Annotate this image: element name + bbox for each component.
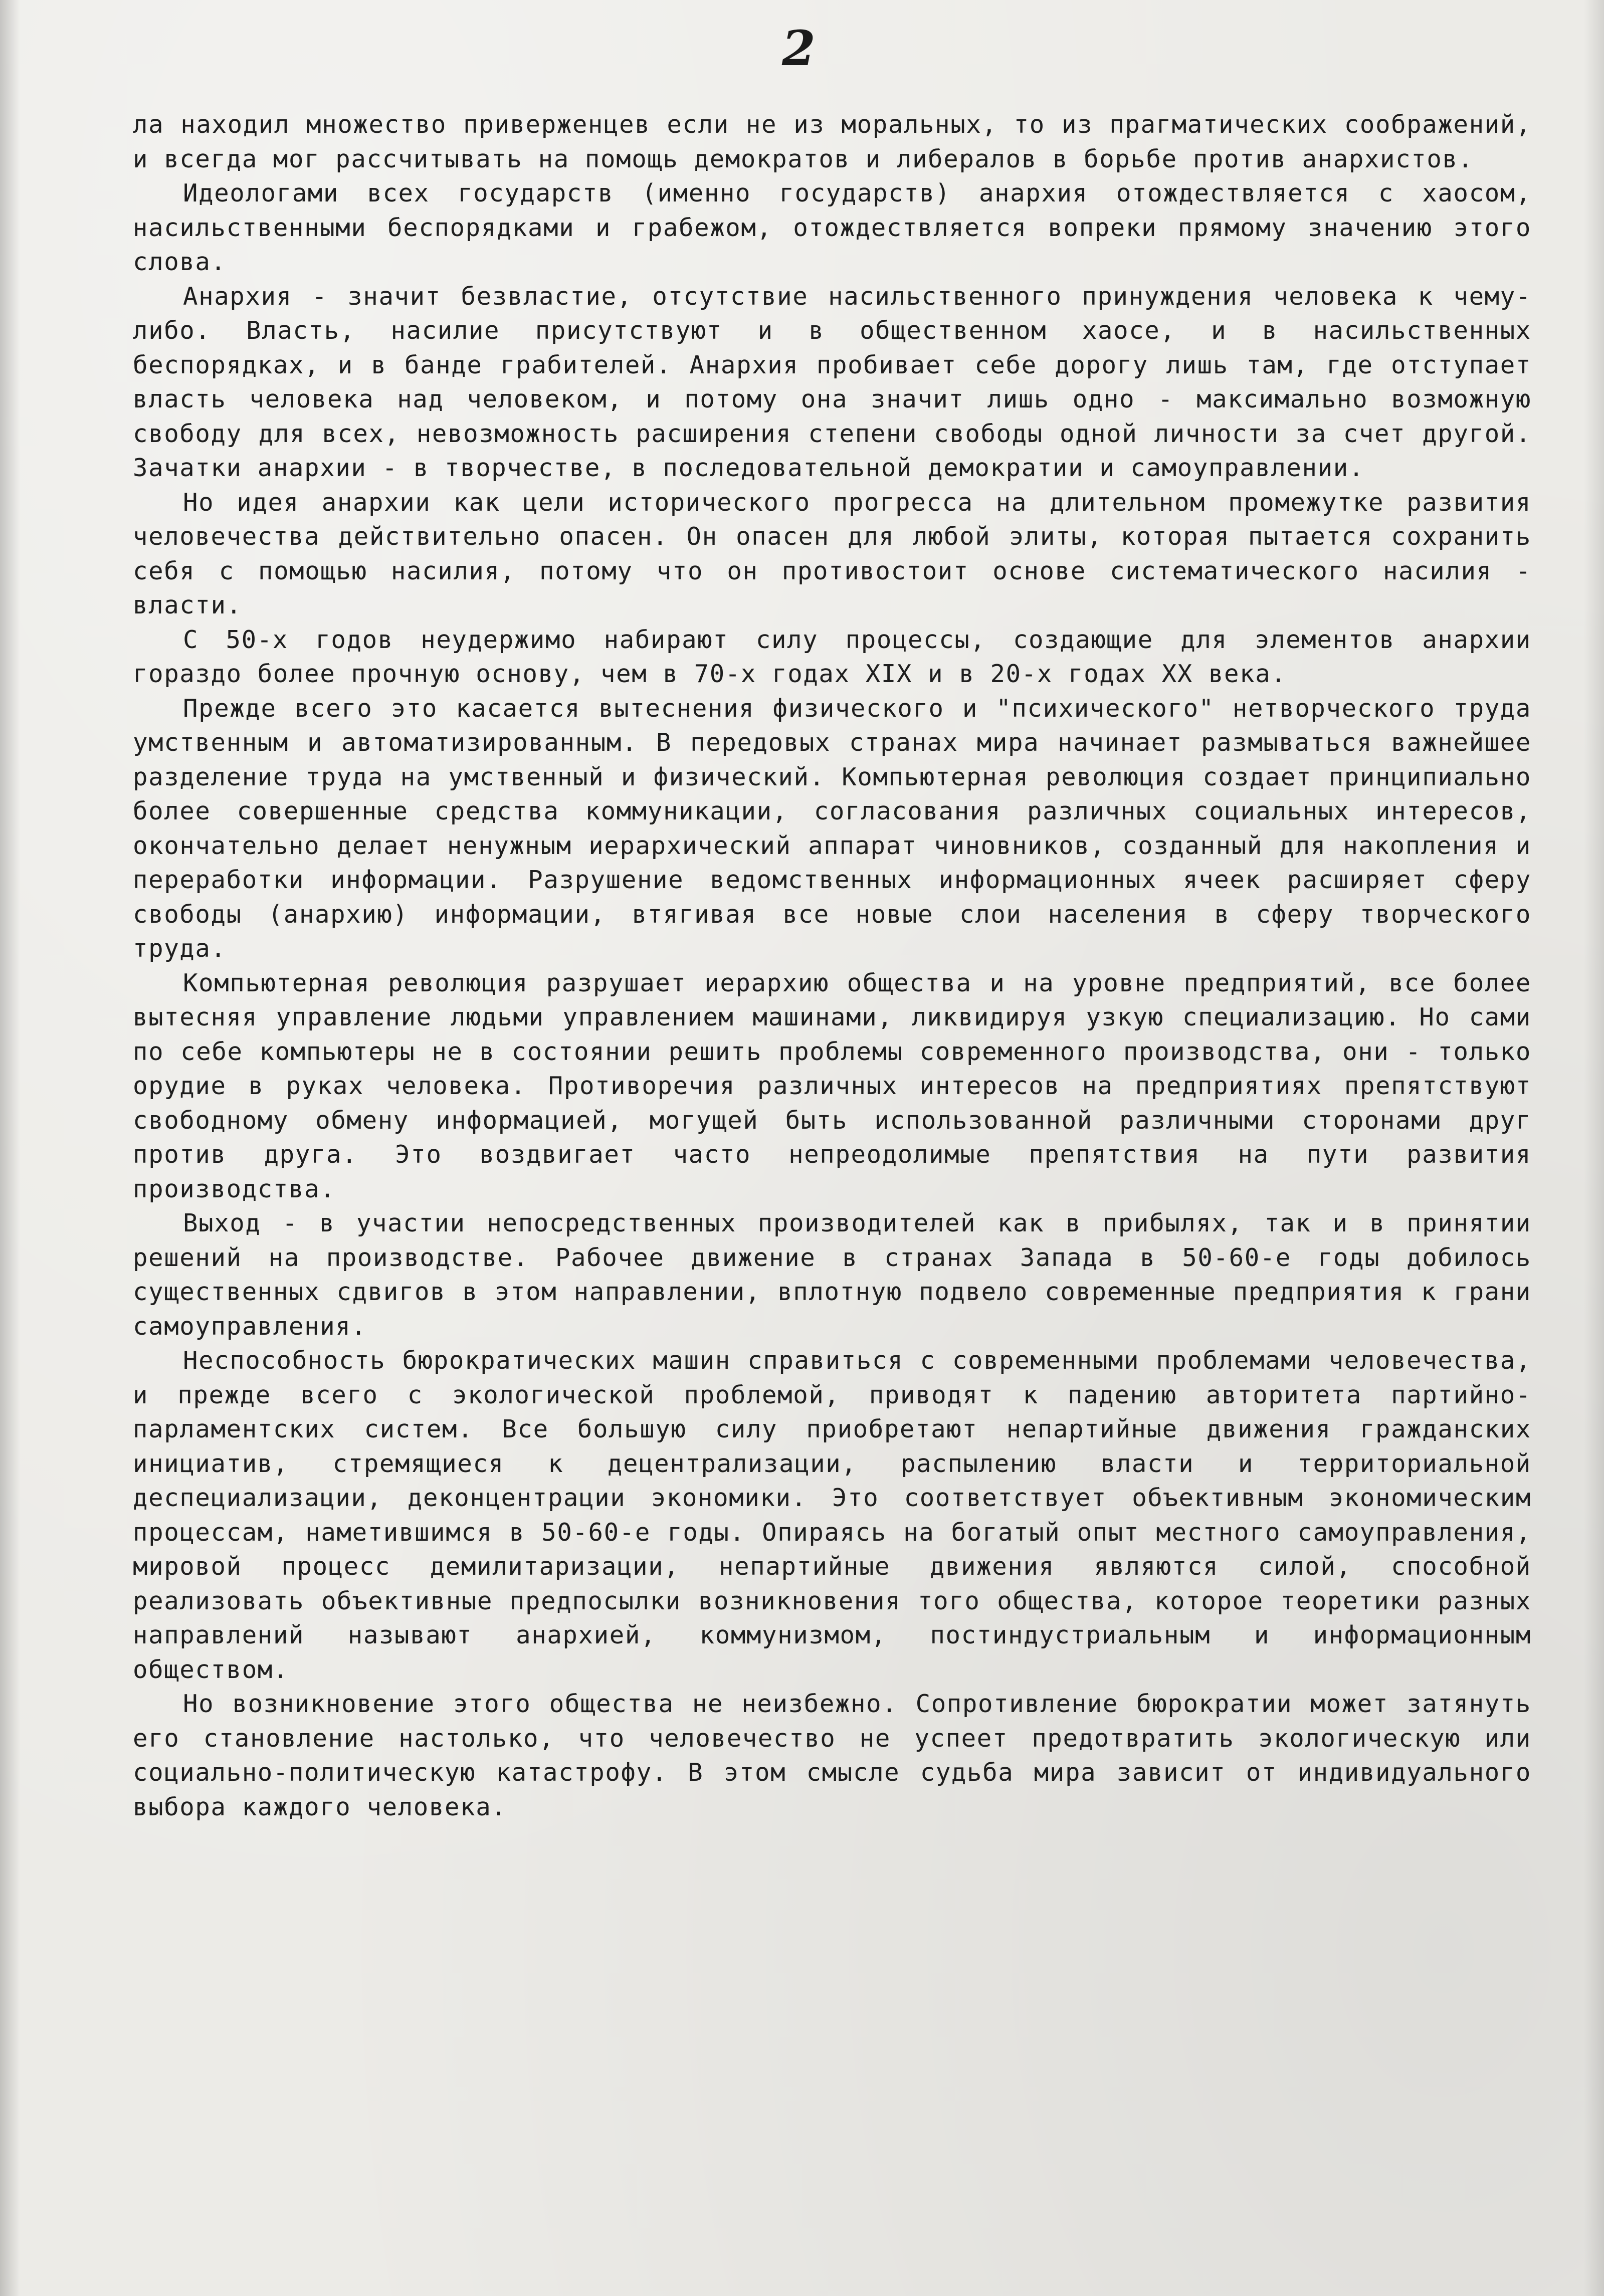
paragraph-8: Выход - в участии непосредственных производителей как в прибылях, так и в принятии решений на производстве. Рабочее движение в странах Запада в 50-60-е годы добилось существенных сдвигов в этом направлении, вплотную подвело современные предприятия к грани самоуправления. bbox=[133, 1209, 1531, 1341]
paragraph-6: Прежде всего это касается вытеснения физического и "психического" нетворческого труда умственным и автоматизированным. В передовых странах мира начинает размываться важнейшее разделение труда на умственный и физический. Компьютерная революция создает принципиально более совершенные средства коммуникации, согласования различных социальных интересов, окончательно делает ненужным иерархический аппарат чиновников, созданный для накопления и переработки информации. Разрушение ведомственных информационных ячеек расширяет сферу свободы (анархию) информации, втягивая все новые слои населения в сферу творческого труда. bbox=[133, 694, 1531, 963]
paragraph-9: Неспособность бюрократических машин справиться с современными проблемами человечества, и прежде всего с экологической проблемой, приводят к падению авторитета партийно-парламентских систем. Все большую силу приобретают непартийные движения гражданских инициатив, стремящиеся к децентрализации, распылению власти и территориальной деспециализации, деконцентрации экономики. Это соответствует объективным экономическим процессам, наметившимся в 50-60-е годы. Опираясь на богатый опыт местного самоуправления, мировой процесс демилитаризации, непартийные движения являются силой, способной реализовать объективные предпосылки возникновения того общества, которое теоретики разных направлений называют анархией, коммунизмом, постиндустриальным и информационным обществом. bbox=[133, 1346, 1531, 1684]
page-edge-shadow-left bbox=[0, 0, 20, 2296]
paragraph-5: С 50-х годов неудержимо набирают силу процессы, создающие для элементов анархии гораздо более прочную основу, чем в 70-х годах XIX и в 20-х годах XX века. bbox=[133, 625, 1531, 688]
paragraph-2: Идеологами всех государств (именно государств) анархия отождествляется с хаосом, насильственными беспорядками и грабежом, отождествляется вопреки прямому значению этого слова. bbox=[133, 179, 1531, 276]
paragraph-1: ла находил множество приверженцев если не из моральных, то из прагматических соображений, и всегда мог рассчитывать на помощь демократов и либералов в борьбе против анархистов. bbox=[133, 110, 1531, 173]
paragraph-3: Анархия - значит безвластие, отсутствие насильственного принуждения человека к чему-либо. Власть, насилие присутствуют и в общественном хаосе, и в насильственных беспорядках, и в банде грабителей. Анархия пробивает себе дорогу лишь там, где отступает власть человека над человеком, и потому она значит лишь одно - максимально возможную свободу для всех, невозможность расширения степени свободы одной личности за счет другой. Зачатки анархии - в творчестве, в последовательной демократии и самоуправлении. bbox=[133, 282, 1531, 482]
paragraph-7: Компьютерная революция разрушает иерархию общества и на уровне предприятий, все более вытесняя управление людьми управлением машинами, ликвидируя узкую специализацию. Но сами по себе компьютеры не в состоянии решить проблемы современного производства, они - только орудие в руках человека. Противоречия различных интересов на предприятиях препятствуют свободному обмену информацией, могущей быть использованной различными сторонами друг против друга. Это воздвигает часто непреодолимые препятствия на пути развития производства. bbox=[133, 968, 1531, 1203]
page-edge-shadow-right bbox=[1584, 0, 1604, 2296]
page-number: 2 bbox=[782, 20, 816, 77]
paragraph-4: Но идея анархии как цели исторического прогресса на длительном промежутке развития человечества действительно опасен. Он опасен для любой элиты, которая пытается сохранить себя с помощью насилия, потому что он противостоит основе систематического насилия - власти. bbox=[133, 488, 1531, 619]
body-text bbox=[133, 108, 1531, 1824]
paragraph-10: Но возникновение этого общества не неизбежно. Сопротивление бюрократии может затянуть его становление настолько, что человечество не успеет предотвратить экологическую или социально-политическую катастрофу. В этом смысле судьба мира зависит от индивидуального выбора каждого человека. bbox=[133, 1690, 1531, 1821]
